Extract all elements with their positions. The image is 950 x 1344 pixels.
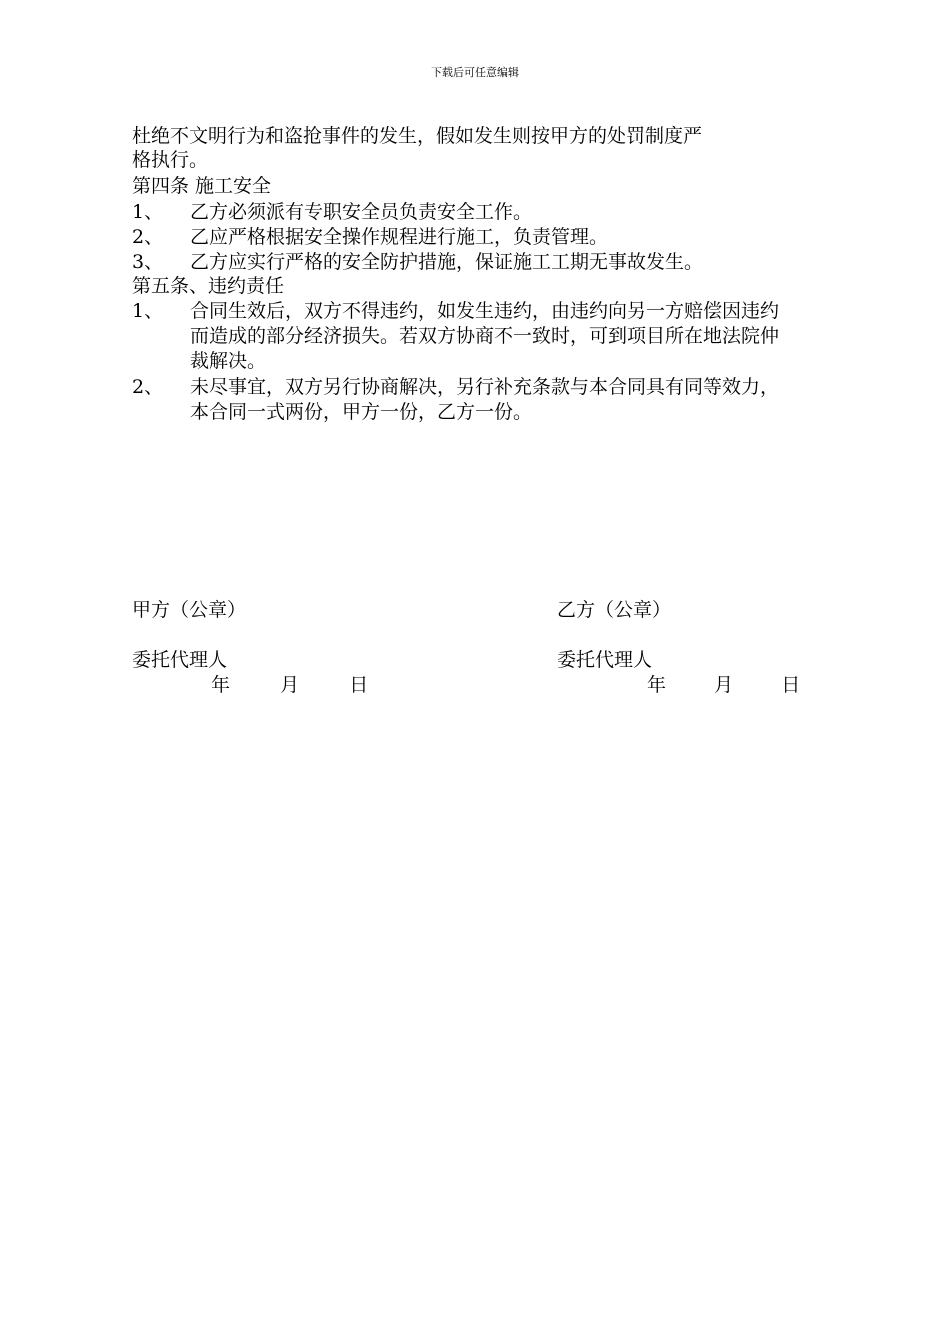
item-number: 2、 xyxy=(132,226,164,248)
month-label: 月 xyxy=(280,674,300,696)
party-a-date xyxy=(211,673,368,697)
item-text: 合同生效后，双方不得违约，如发生违约，由违约向另一方赔偿因违约 xyxy=(190,300,780,322)
item-text: 乙方必须派有专职安全员负责安全工作。 xyxy=(190,201,533,223)
paragraph-line: 格执行。 xyxy=(132,149,209,171)
article-4-title: 第四条 施工安全 xyxy=(132,175,272,197)
party-a-label: 甲方（公章） xyxy=(132,599,247,621)
party-b-agent: 委托代理人 xyxy=(557,649,653,671)
item-text: 而造成的部分经济损失。若双方协商不一致时，可到项目所在地法院仲 xyxy=(190,325,780,347)
item-text: 乙应严格根据安全操作规程进行施工，负责管理。 xyxy=(190,226,609,248)
item-text: 乙方应实行严格的安全防护措施，保证施工工期无事故发生。 xyxy=(190,251,704,273)
item-text: 裁解决。 xyxy=(190,350,267,372)
page-header: 下载后可任意编辑 xyxy=(431,66,519,79)
day-label: 日 xyxy=(349,674,369,696)
party-a-agent: 委托代理人 xyxy=(132,649,228,671)
year-label: 年 xyxy=(211,674,231,696)
party-b-date xyxy=(647,673,800,697)
item-text: 本合同一式两份，甲方一份，乙方一份。 xyxy=(190,401,533,423)
day-label: 日 xyxy=(781,674,801,696)
paragraph-line: 杜绝不文明行为和盗抢事件的发生，假如发生则按甲方的处罚制度严 xyxy=(132,125,703,147)
item-number: 3、 xyxy=(132,251,164,273)
year-label: 年 xyxy=(647,674,667,696)
article-5-title: 第五条、违约责任 xyxy=(132,275,285,297)
party-b-label: 乙方（公章） xyxy=(557,599,672,621)
item-number: 1、 xyxy=(132,201,164,223)
item-text: 未尽事宜，双方另行协商解决，另行补充条款与本合同具有同等效力， xyxy=(190,376,780,398)
item-number: 2、 xyxy=(132,376,164,398)
item-number: 1、 xyxy=(132,300,164,322)
month-label: 月 xyxy=(714,674,734,696)
